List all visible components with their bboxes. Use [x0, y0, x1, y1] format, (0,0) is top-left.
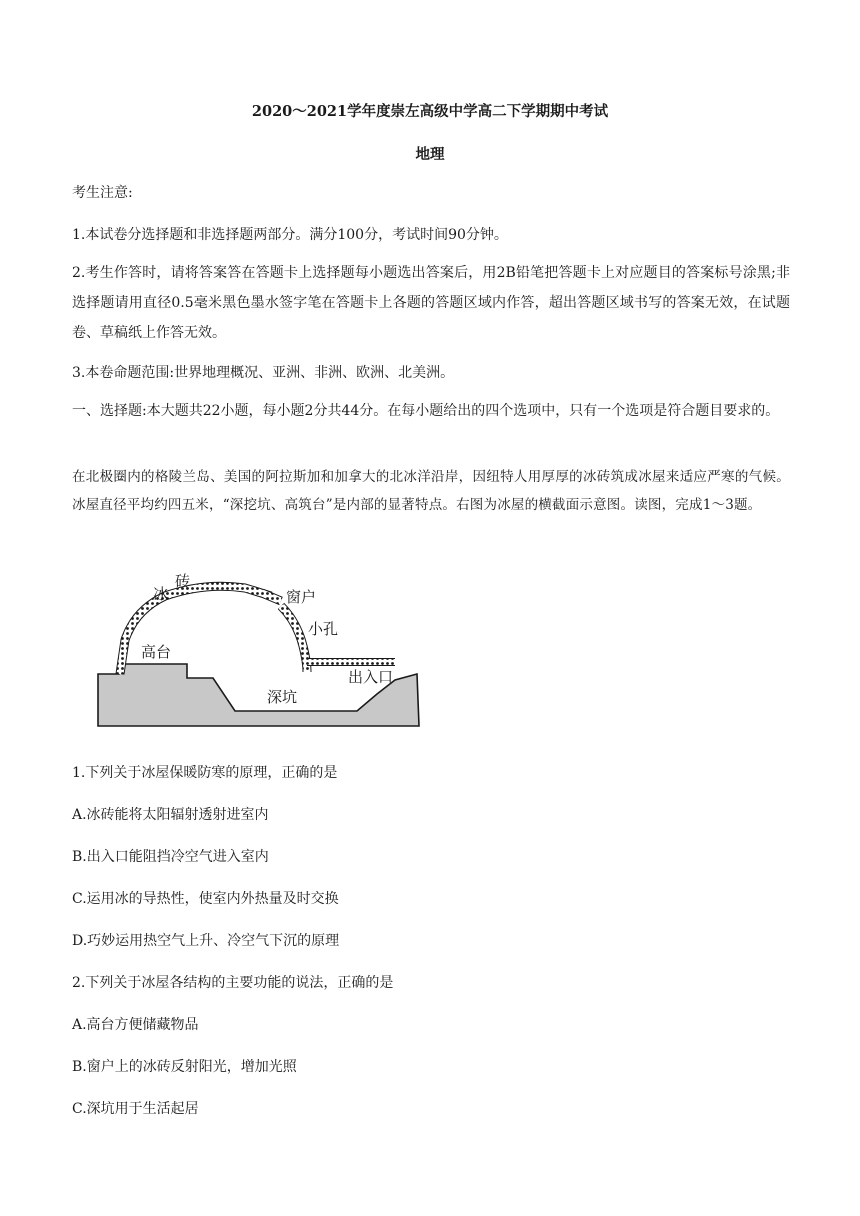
- option-b: B.出入口能阻挡冷空气进入室内: [72, 849, 269, 865]
- option-d: D.巧妙运用热空气上升、冷空气下沉的原理: [72, 933, 340, 949]
- label-ice: 冰: [153, 585, 169, 603]
- subject-title: 地理: [415, 146, 445, 163]
- reading-passage: 在北极圈内的格陵兰岛、美国的阿拉斯加和加拿大的北冰洋沿岸，因纽特人用厚厚的冰砖筑成冰屋来适应严寒的气候。冰屋直径平均约四五米，“深挖坑、高筑台”是内部的显著特点。右图为冰屋的横截面示意图。读图，完成1～3题。: [72, 469, 790, 513]
- label-small-hole: 小孔: [308, 620, 339, 638]
- section-heading: 一、选择题:本大题共22小题，每小题2分共44分。在每小题给出的四个选项中，只有一个选项是符合题目要求的。: [72, 403, 780, 419]
- label-window: 窗户: [286, 588, 317, 606]
- option-a: A.冰砖能将太阳辐射透射进室内: [72, 807, 269, 823]
- option-b: B.窗户上的冰砖反射阳光，增加光照: [72, 1059, 297, 1075]
- option-a: A.高台方便储藏物品: [72, 1017, 199, 1033]
- label-platform: 高台: [141, 643, 172, 661]
- question-stem: 2.下列关于冰屋各结构的主要功能的说法，正确的是: [72, 975, 394, 991]
- notice-item-3: 3.本卷命题范围:世界地理概况、亚洲、非洲、欧洲、北美洲。: [72, 365, 455, 381]
- option-c: C.深坑用于生活起居: [72, 1101, 199, 1117]
- label-pit: 深坑: [267, 688, 298, 706]
- notice-item-2: 2.考生作答时，请将答案答在答题卡上选择题每小题选出答案后，用2B铅笔把答题卡上对应题目的答案标号涂黑;非选择题请用直径0.5毫米黑色墨水签字笔在答题卡上各题的答题区域内作答，超出答题区域书写的答案无效，在试题卷、草稿纸上作答无效。: [72, 265, 790, 341]
- notice-heading: 考生注意:: [72, 185, 133, 201]
- notice-item-1: 1.本试卷分选择题和非选择题两部分。满分100分，考试时间90分钟。: [72, 227, 508, 243]
- igloo-cross-section-diagram: [95, 566, 425, 732]
- label-entrance: 出入口: [348, 668, 394, 686]
- label-brick: 砖: [175, 572, 191, 590]
- option-c: C.运用冰的导热性，使室内外热量及时交换: [72, 891, 339, 907]
- page-title: 2020～2021学年度崇左高级中学高二下学期期中考试: [251, 103, 609, 120]
- question-stem: 1.下列关于冰屋保暖防寒的原理，正确的是: [72, 765, 338, 781]
